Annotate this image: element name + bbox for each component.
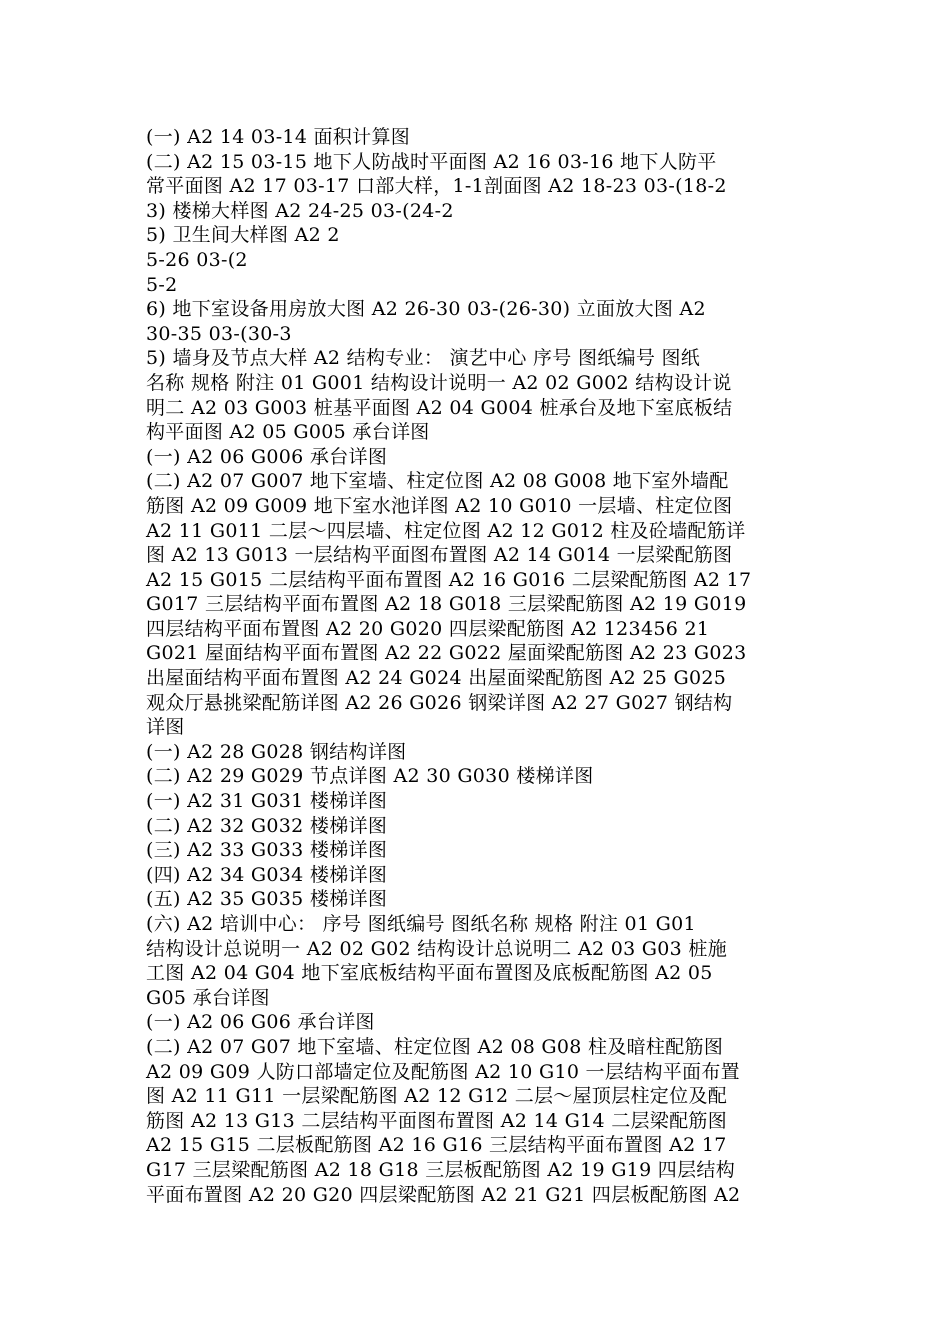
- text-line: G017 三层结构平面布置图 A2 18 G018 三层梁配筋图 A2 19 G019: [146, 593, 747, 616]
- text-line: (一) A2 06 G006 承台详图: [146, 445, 388, 468]
- text-line: 5-26 03-(2: [146, 248, 248, 271]
- text-line: 明二 A2 03 G003 桩基平面图 A2 04 G004 桩承台及地下室底板结: [146, 396, 733, 419]
- text-line: 名称 规格 附注 01 G001 结构设计说明一 A2 02 G002 结构设计说: [146, 371, 732, 394]
- text-line: G17 三层梁配筋图 A2 18 G18 三层板配筋图 A2 19 G19 四层结构: [146, 1158, 735, 1181]
- text-line: 结构设计总说明一 A2 02 G02 结构设计总说明二 A2 03 G03 桩施: [146, 937, 727, 960]
- text-line: 5) 墙身及节点大样 A2 结构专业： 演艺中心 序号 图纸编号 图纸: [146, 347, 701, 370]
- text-line: (一) A2 06 G06 承台详图: [146, 1011, 375, 1034]
- document-body: [146, 125, 816, 1207]
- text-line: 30-35 03-(30-3: [146, 322, 292, 345]
- text-line: (二) A2 29 G029 节点详图 A2 30 G030 楼梯详图: [146, 765, 594, 788]
- text-line: A2 11 G011 二层～四层墙、柱定位图 A2 12 G012 柱及砼墙配筋详: [146, 519, 746, 542]
- text-line: G021 屋面结构平面布置图 A2 22 G022 屋面梁配筋图 A2 23 G023: [146, 642, 747, 665]
- text-line: 筋图 A2 13 G13 二层结构平面图布置图 A2 14 G14 二层梁配筋图: [146, 1109, 727, 1132]
- text-line: 筋图 A2 09 G009 地下室水池详图 A2 10 G010 一层墙、柱定位图: [146, 494, 733, 517]
- text-line: A2 15 G015 二层结构平面布置图 A2 16 G016 二层梁配筋图 A2 17: [146, 568, 752, 591]
- text-line: 四层结构平面布置图 A2 20 G020 四层梁配筋图 A2 123456 21: [146, 617, 710, 640]
- text-line: (一) A2 14 03-14 面积计算图: [146, 126, 411, 148]
- text-line: A2 09 G09 人防口部墙定位及配筋图 A2 10 G10 一层结构平面布置: [146, 1060, 740, 1083]
- text-line: (一) A2 28 G028 钢结构详图: [146, 740, 407, 763]
- text-line: (二) A2 15 03-15 地下人防战时平面图 A2 16 03-16 地下人防平: [146, 150, 717, 173]
- text-line: 观众厅悬挑梁配筋详图 A2 26 G026 钢梁详图 A2 27 G027 钢结构: [146, 691, 733, 714]
- text-line: 平面布置图 A2 20 G20 四层梁配筋图 A2 21 G21 四层板配筋图 A2: [146, 1183, 741, 1206]
- text-line: 6) 地下室设备用房放大图 A2 26-30 03-(26-30) 立面放大图 A2: [146, 298, 706, 321]
- text-line: (五) A2 35 G035 楼梯详图: [146, 888, 388, 911]
- text-line: 详图: [146, 716, 185, 739]
- text-line: 5) 卫生间大样图 A2 2: [146, 224, 340, 247]
- text-line: (六) A2 培训中心： 序号 图纸编号 图纸名称 规格 附注 01 G01: [146, 913, 696, 935]
- text-line: (二) A2 32 G032 楼梯详图: [146, 814, 388, 837]
- text-line: (二) A2 07 G007 地下室墙、柱定位图 A2 08 G008 地下室外墙配: [146, 470, 729, 493]
- text-line: 图 A2 13 G013 一层结构平面图布置图 A2 14 G014 一层梁配筋图: [146, 544, 733, 567]
- text-line: 工图 A2 04 G04 地下室底板结构平面布置图及底板配筋图 A2 05: [146, 962, 713, 985]
- text-line: 5-2: [146, 273, 178, 296]
- text-line: 常平面图 A2 17 03-17 口部大样，1-1剖面图 A2 18-23 03-(18-2: [146, 175, 727, 198]
- text-line: 出屋面结构平面布置图 A2 24 G024 出屋面梁配筋图 A2 25 G025: [146, 667, 727, 690]
- text-line: (三) A2 33 G033 楼梯详图: [146, 839, 388, 862]
- text-line: 3) 楼梯大样图 A2 24-25 03-(24-2: [146, 199, 454, 222]
- text-line: 图 A2 11 G11 一层梁配筋图 A2 12 G12 二层～屋顶层柱定位及配: [146, 1085, 727, 1108]
- text-line: (一) A2 31 G031 楼梯详图: [146, 790, 388, 813]
- text-line: A2 15 G15 二层板配筋图 A2 16 G16 三层结构平面布置图 A2 17: [146, 1134, 727, 1157]
- text-line: (四) A2 34 G034 楼梯详图: [146, 863, 388, 886]
- text-line: (二) A2 07 G07 地下室墙、柱定位图 A2 08 G08 柱及暗柱配筋图: [146, 1035, 724, 1058]
- text-line: G05 承台详图: [146, 986, 270, 1009]
- text-line: 构平面图 A2 05 G005 承台详图: [146, 421, 430, 444]
